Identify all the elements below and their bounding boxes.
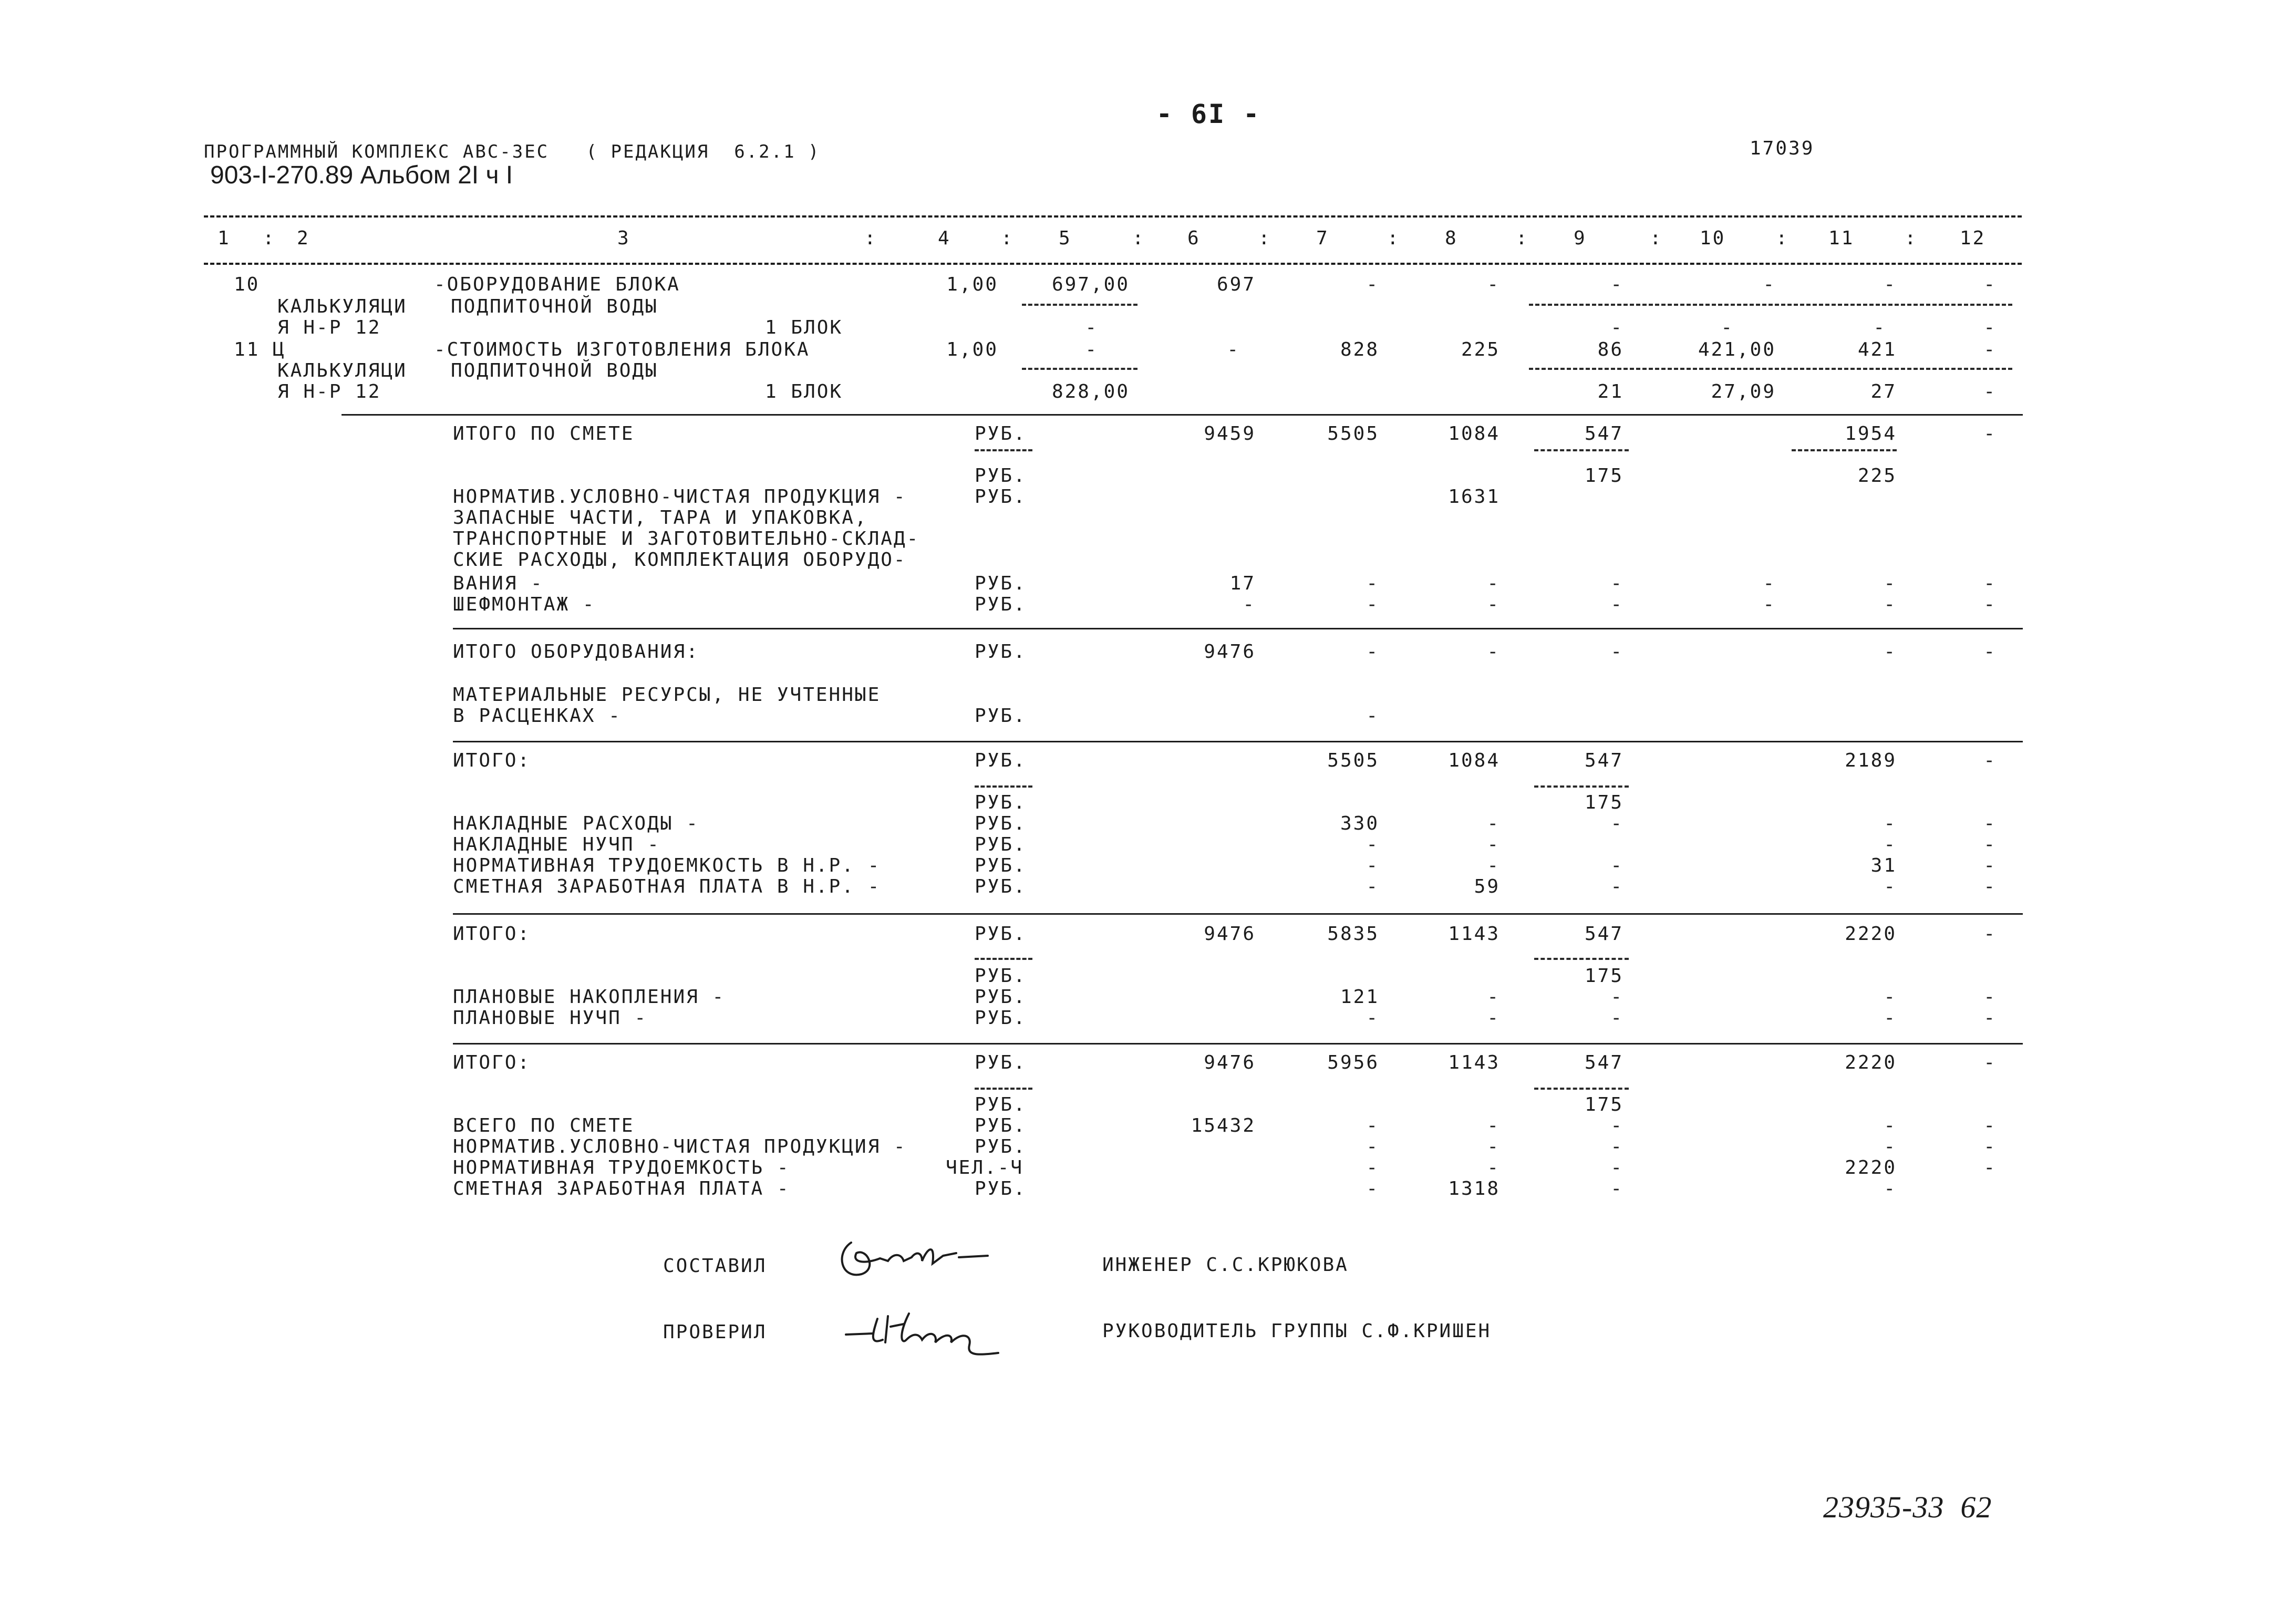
- summary-unit: РУБ.: [975, 423, 1027, 444]
- cell-c9: -: [1610, 986, 1623, 1008]
- summary-unit: РУБ.: [975, 1052, 1027, 1073]
- cell-c9: -: [1610, 573, 1623, 594]
- underline: [1534, 785, 1629, 788]
- cell-c12: -: [1983, 423, 1997, 444]
- col-header-2: 2: [297, 228, 310, 249]
- cell-c8: -: [1487, 986, 1500, 1008]
- section-rule: [453, 628, 2023, 629]
- cell-c11: -: [1884, 594, 1897, 615]
- cell-c11: -: [1884, 986, 1897, 1008]
- summary-label: ШЕФМОНТАЖ -: [453, 594, 596, 615]
- cell-c6: 9476: [1204, 1052, 1256, 1073]
- compiled-by: ИНЖЕНЕР С.С.КРЮКОВА: [1102, 1254, 1349, 1276]
- cell-c8: 1084: [1448, 750, 1500, 771]
- cell-c6: 9476: [1204, 923, 1256, 945]
- cell-c9: 21: [1597, 381, 1623, 402]
- cell-c9: -: [1610, 317, 1623, 338]
- summary-unit: ЧЕЛ.-Ч: [946, 1157, 1024, 1178]
- cell-c12: -: [1983, 381, 1997, 402]
- item-description: -СТОИМОСТЬ ИЗГОТОВЛЕНИЯ БЛОКА: [434, 339, 810, 360]
- summary-unit: РУБ.: [975, 594, 1027, 615]
- cell-c11: 27: [1870, 381, 1897, 402]
- cell-c12: -: [1983, 813, 1997, 834]
- cell-c8: -: [1487, 1007, 1500, 1029]
- summary-label: ИТОГО ПО СМЕТЕ: [453, 423, 635, 444]
- col-sep: :: [1650, 228, 1663, 249]
- cell-c7: -: [1366, 1157, 1379, 1178]
- cell-c7: -: [1366, 1136, 1379, 1157]
- header-rule-bottom: [204, 263, 2022, 265]
- summary-label: НОРМАТИВНАЯ ТРУДОЕМКОСТЬ В Н.Р. -: [453, 855, 881, 876]
- cell-c11: -: [1884, 1007, 1897, 1029]
- summary-unit: РУБ.: [975, 813, 1027, 834]
- col-header-10: 10: [1700, 228, 1726, 249]
- cell-c7: -: [1366, 594, 1379, 615]
- cell-c9: -: [1610, 1178, 1623, 1200]
- cell-c12: -: [1983, 834, 1997, 855]
- cell-c11: -: [1884, 641, 1897, 663]
- item-code: Я Н-Р 12: [277, 381, 381, 402]
- underline: [975, 1088, 1032, 1090]
- item-number: 11 Ц: [234, 339, 286, 360]
- col-sep: :: [1516, 228, 1529, 249]
- cell-c6: 17: [1229, 573, 1256, 594]
- col-sep: :: [864, 228, 877, 249]
- cell-c9: -: [1610, 876, 1623, 897]
- col-sep: :: [1258, 228, 1271, 249]
- summary-label: СМЕТНАЯ ЗАРАБОТНАЯ ПЛАТА -: [453, 1178, 790, 1200]
- cell-c7: -: [1366, 876, 1379, 897]
- cell-c9: -: [1610, 274, 1623, 295]
- summary-label: ИТОГО:: [453, 923, 531, 945]
- cell-c7: -: [1366, 573, 1379, 594]
- summary-label: ВСЕГО ПО СМЕТЕ: [453, 1115, 635, 1136]
- section-rule: [342, 414, 2023, 416]
- cell-c11: -: [1884, 1178, 1897, 1200]
- summary-label: НАКЛАДНЫЕ РАСХОДЫ -: [453, 813, 699, 834]
- cell-c11: -: [1884, 573, 1897, 594]
- summary-unit: РУБ.: [975, 1094, 1027, 1115]
- cell-c11: -: [1884, 1115, 1897, 1136]
- cell-c9: 547: [1584, 923, 1623, 945]
- cell-c12: -: [1983, 641, 1997, 663]
- cell-c10: -: [1721, 317, 1734, 338]
- underline: [975, 958, 1032, 960]
- cell-c8: 1084: [1448, 423, 1500, 444]
- summary-label: СКИЕ РАСХОДЫ, КОМПЛЕКТАЦИЯ ОБОРУДО-: [453, 549, 907, 571]
- section-rule: [453, 1043, 2023, 1045]
- item-code: Я Н-Р 12: [277, 317, 381, 338]
- underline: [1534, 958, 1629, 960]
- col-header-7: 7: [1316, 228, 1329, 249]
- summary-unit: РУБ.: [975, 641, 1027, 663]
- cell-c8: -: [1487, 641, 1500, 663]
- cell-c11: 225: [1857, 465, 1897, 487]
- cell-c12: -: [1983, 923, 1997, 945]
- cell-c8: 59: [1474, 876, 1500, 897]
- summary-unit: РУБ.: [975, 1178, 1027, 1200]
- cell-c11: -: [1884, 813, 1897, 834]
- summary-unit: РУБ.: [975, 965, 1027, 987]
- cell-c12: -: [1983, 1115, 1997, 1136]
- cell-c6: 697: [1216, 274, 1256, 295]
- cell-c9: 86: [1597, 339, 1623, 360]
- cell-c9: 547: [1584, 423, 1623, 444]
- summary-unit: РУБ.: [975, 705, 1027, 727]
- col-sep: :: [1001, 228, 1014, 249]
- page-number: - 6I -: [1156, 99, 1261, 129]
- cell-c8: -: [1487, 594, 1500, 615]
- cell-c7: -: [1366, 1115, 1379, 1136]
- cell-c12: -: [1983, 876, 1997, 897]
- cell-c11: 2220: [1845, 923, 1897, 945]
- document-id: 17039: [1750, 138, 1815, 159]
- footer-note: 23935-33 62: [1823, 1490, 1992, 1524]
- cell-c6: 15432: [1191, 1115, 1256, 1136]
- cell-c10: 27,09: [1711, 381, 1776, 402]
- cell-c11: -: [1884, 1136, 1897, 1157]
- col-sep: :: [1776, 228, 1789, 249]
- cell-c9: -: [1610, 1157, 1623, 1178]
- col-sep: :: [1132, 228, 1145, 249]
- cell-c11: 1954: [1845, 423, 1897, 444]
- summary-unit: РУБ.: [975, 834, 1027, 855]
- cell-c7: -: [1366, 834, 1379, 855]
- compiled-signature-icon: [830, 1232, 998, 1290]
- col-header-1: 1: [218, 228, 231, 249]
- summary-label: ПЛАНОВЫЕ НУЧП -: [453, 1007, 648, 1029]
- cell-c8: -: [1487, 1136, 1500, 1157]
- cell-c8: -: [1487, 274, 1500, 295]
- summary-label: НОРМАТИВ.УСЛОВНО-ЧИСТАЯ ПРОДУКЦИЯ -: [453, 486, 907, 508]
- summary-label: ЗАПАСНЫЕ ЧАСТИ, ТАРА И УПАКОВКА,: [453, 507, 868, 529]
- cell-c9: -: [1610, 855, 1623, 876]
- cell-c9: 175: [1584, 792, 1623, 813]
- cell-c9: 175: [1584, 465, 1623, 487]
- summary-label: ВАНИЯ -: [453, 573, 544, 594]
- cell-c11: -: [1884, 876, 1897, 897]
- checked-by: РУКОВОДИТЕЛЬ ГРУППЫ С.Ф.КРИШЕН: [1102, 1320, 1492, 1342]
- col-header-4: 4: [938, 228, 951, 249]
- cell-c11: 2220: [1845, 1157, 1897, 1178]
- item-quantity: 1,00: [946, 274, 998, 295]
- cell-c5: 697,00: [1051, 274, 1130, 295]
- cell-c6: 9476: [1204, 641, 1256, 663]
- underline: [1792, 449, 1897, 451]
- summary-label: ТРАНСПОРТНЫЕ И ЗАГОТОВИТЕЛЬНО-СКЛАД-: [453, 528, 920, 550]
- summary-label: СМЕТНАЯ ЗАРАБОТНАЯ ПЛАТА В Н.Р. -: [453, 876, 881, 897]
- summary-unit: РУБ.: [975, 750, 1027, 771]
- cell-c7: 121: [1340, 986, 1379, 1008]
- col-header-11: 11: [1828, 228, 1855, 249]
- cell-c9: 175: [1584, 965, 1623, 987]
- cell-c8: -: [1487, 1157, 1500, 1178]
- summary-unit: РУБ.: [975, 855, 1027, 876]
- summary-label: НОРМАТИВНАЯ ТРУДОЕМКОСТЬ -: [453, 1157, 790, 1178]
- cell-c8: 1143: [1448, 1052, 1500, 1073]
- col-sep: :: [1905, 228, 1918, 249]
- cell-c12: -: [1983, 317, 1997, 338]
- cell-c8: 1143: [1448, 923, 1500, 945]
- item-quantity: 1,00: [946, 339, 998, 360]
- cell-c8: -: [1487, 813, 1500, 834]
- col-header-3: 3: [617, 228, 630, 249]
- summary-unit: РУБ.: [975, 792, 1027, 813]
- item-unit: 1 БЛОК: [765, 381, 843, 402]
- cell-c12: -: [1983, 594, 1997, 615]
- compiled-label: СОСТАВИЛ: [663, 1255, 767, 1277]
- cell-c11: 421: [1857, 339, 1897, 360]
- cell-c11: -: [1873, 317, 1886, 338]
- cell-c12: -: [1983, 573, 1997, 594]
- summary-unit: РУБ.: [975, 986, 1027, 1008]
- cell-c5: -: [1085, 339, 1098, 360]
- item-unit: 1 БЛОК: [765, 317, 843, 338]
- item-code: КАЛЬКУЛЯЦИ: [277, 360, 407, 381]
- cell-c9: -: [1610, 813, 1623, 834]
- item-description: ПОДПИТОЧНОЙ ВОДЫ: [451, 296, 658, 317]
- cell-c11: -: [1884, 834, 1897, 855]
- summary-unit: РУБ.: [975, 876, 1027, 897]
- cell-c9: 547: [1584, 750, 1623, 771]
- cell-c7: -: [1366, 1178, 1379, 1200]
- cell-c12: -: [1983, 339, 1997, 360]
- cell-c8: -: [1487, 855, 1500, 876]
- underline: [1529, 304, 2012, 306]
- cell-c11: -: [1884, 274, 1897, 295]
- summary-unit: РУБ.: [975, 1136, 1027, 1157]
- summary-label: МАТЕРИАЛЬНЫЕ РЕСУРСЫ, НЕ УЧТЕННЫЕ: [453, 684, 881, 706]
- cell-c6: -: [1243, 594, 1256, 615]
- cell-c9: -: [1610, 1136, 1623, 1157]
- cell-c12: -: [1983, 1157, 1997, 1178]
- summary-label: НАКЛАДНЫЕ НУЧП -: [453, 834, 660, 855]
- summary-label: ИТОГО:: [453, 1052, 531, 1073]
- cell-c7: -: [1366, 1007, 1379, 1029]
- cell-c9: -: [1610, 1115, 1623, 1136]
- cell-c9: 175: [1584, 1094, 1623, 1115]
- section-rule: [453, 913, 2023, 915]
- underline: [975, 785, 1032, 788]
- summary-label: НОРМАТИВ.УСЛОВНО-ЧИСТАЯ ПРОДУКЦИЯ -: [453, 1136, 907, 1157]
- cell-c7: -: [1366, 274, 1379, 295]
- cell-c10: -: [1763, 274, 1776, 295]
- cell-c12: -: [1983, 1007, 1997, 1029]
- cell-c12: -: [1983, 855, 1997, 876]
- cell-c10: 421,00: [1698, 339, 1776, 360]
- cell-c12: -: [1983, 750, 1997, 771]
- cell-c12: -: [1983, 986, 1997, 1008]
- program-line: ПРОГРАММНЫЙ КОМПЛЕКС АВС-3ЕС ( РЕДАКЦИЯ 6.2.1 ): [204, 141, 821, 162]
- col-header-8: 8: [1445, 228, 1458, 249]
- underline: [1022, 304, 1137, 306]
- cell-c6: 9459: [1204, 423, 1256, 444]
- cell-c5: 828,00: [1051, 381, 1130, 402]
- cell-c9: 547: [1584, 1052, 1623, 1073]
- cell-c7: -: [1366, 855, 1379, 876]
- cell-c9: -: [1610, 1007, 1623, 1029]
- col-header-9: 9: [1574, 228, 1587, 249]
- summary-unit: РУБ.: [975, 573, 1027, 594]
- cell-c7: -: [1366, 705, 1379, 727]
- cell-c7: 5835: [1327, 923, 1379, 945]
- cell-c7: 5505: [1327, 750, 1379, 771]
- item-number: 10: [234, 274, 260, 295]
- cell-c6: -: [1227, 339, 1240, 360]
- underline: [975, 449, 1032, 451]
- summary-label: ИТОГО ОБОРУДОВАНИЯ:: [453, 641, 699, 663]
- cell-c7: 5956: [1327, 1052, 1379, 1073]
- summary-label: ИТОГО:: [453, 750, 531, 771]
- cell-c8: -: [1487, 1115, 1500, 1136]
- cell-c11: 2220: [1845, 1052, 1897, 1073]
- cell-c7: 5505: [1327, 423, 1379, 444]
- cell-c8: 1631: [1448, 486, 1500, 508]
- cell-c8: 1318: [1448, 1178, 1500, 1200]
- item-description: ПОДПИТОЧНОЙ ВОДЫ: [451, 360, 658, 381]
- underline: [1529, 368, 2012, 370]
- summary-unit: РУБ.: [975, 1115, 1027, 1136]
- checked-signature-icon: [841, 1303, 1030, 1366]
- underline: [1022, 368, 1137, 370]
- cell-c12: -: [1983, 1052, 1997, 1073]
- cell-c12: -: [1983, 274, 1997, 295]
- underline: [1534, 1088, 1629, 1090]
- cell-c9: -: [1610, 641, 1623, 663]
- cell-c8: -: [1487, 834, 1500, 855]
- cell-c7: -: [1366, 641, 1379, 663]
- cell-c7: 828: [1340, 339, 1379, 360]
- summary-label: В РАСЦЕНКАХ -: [453, 705, 622, 727]
- cell-c8: -: [1487, 573, 1500, 594]
- cell-c8: 225: [1461, 339, 1500, 360]
- header-rule-top: [204, 215, 2022, 218]
- summary-unit: РУБ.: [975, 486, 1027, 508]
- col-sep: :: [263, 228, 276, 249]
- handwritten-reference: 903-I-270.89 Альбом 2I ч I: [210, 161, 513, 189]
- summary-label: ПЛАНОВЫЕ НАКОПЛЕНИЯ -: [453, 986, 726, 1008]
- underline: [1534, 449, 1629, 451]
- item-code: КАЛЬКУЛЯЦИ: [277, 296, 407, 317]
- col-sep: :: [1387, 228, 1400, 249]
- cell-c10: -: [1763, 573, 1776, 594]
- summary-unit: РУБ.: [975, 1007, 1027, 1029]
- col-header-5: 5: [1059, 228, 1072, 249]
- checked-label: ПРОВЕРИЛ: [663, 1321, 767, 1343]
- summary-unit: РУБ.: [975, 923, 1027, 945]
- cell-c7: 330: [1340, 813, 1379, 834]
- col-header-6: 6: [1187, 228, 1201, 249]
- cell-c12: -: [1983, 1136, 1997, 1157]
- col-header-12: 12: [1960, 228, 1986, 249]
- section-rule: [453, 741, 2023, 742]
- item-description: -ОБОРУДОВАНИЕ БЛОКА: [434, 274, 680, 295]
- cell-c9: -: [1610, 594, 1623, 615]
- cell-c5: -: [1085, 317, 1098, 338]
- cell-c11: 31: [1870, 855, 1897, 876]
- cell-c11: 2189: [1845, 750, 1897, 771]
- summary-unit: РУБ.: [975, 465, 1027, 487]
- cell-c10: -: [1763, 594, 1776, 615]
